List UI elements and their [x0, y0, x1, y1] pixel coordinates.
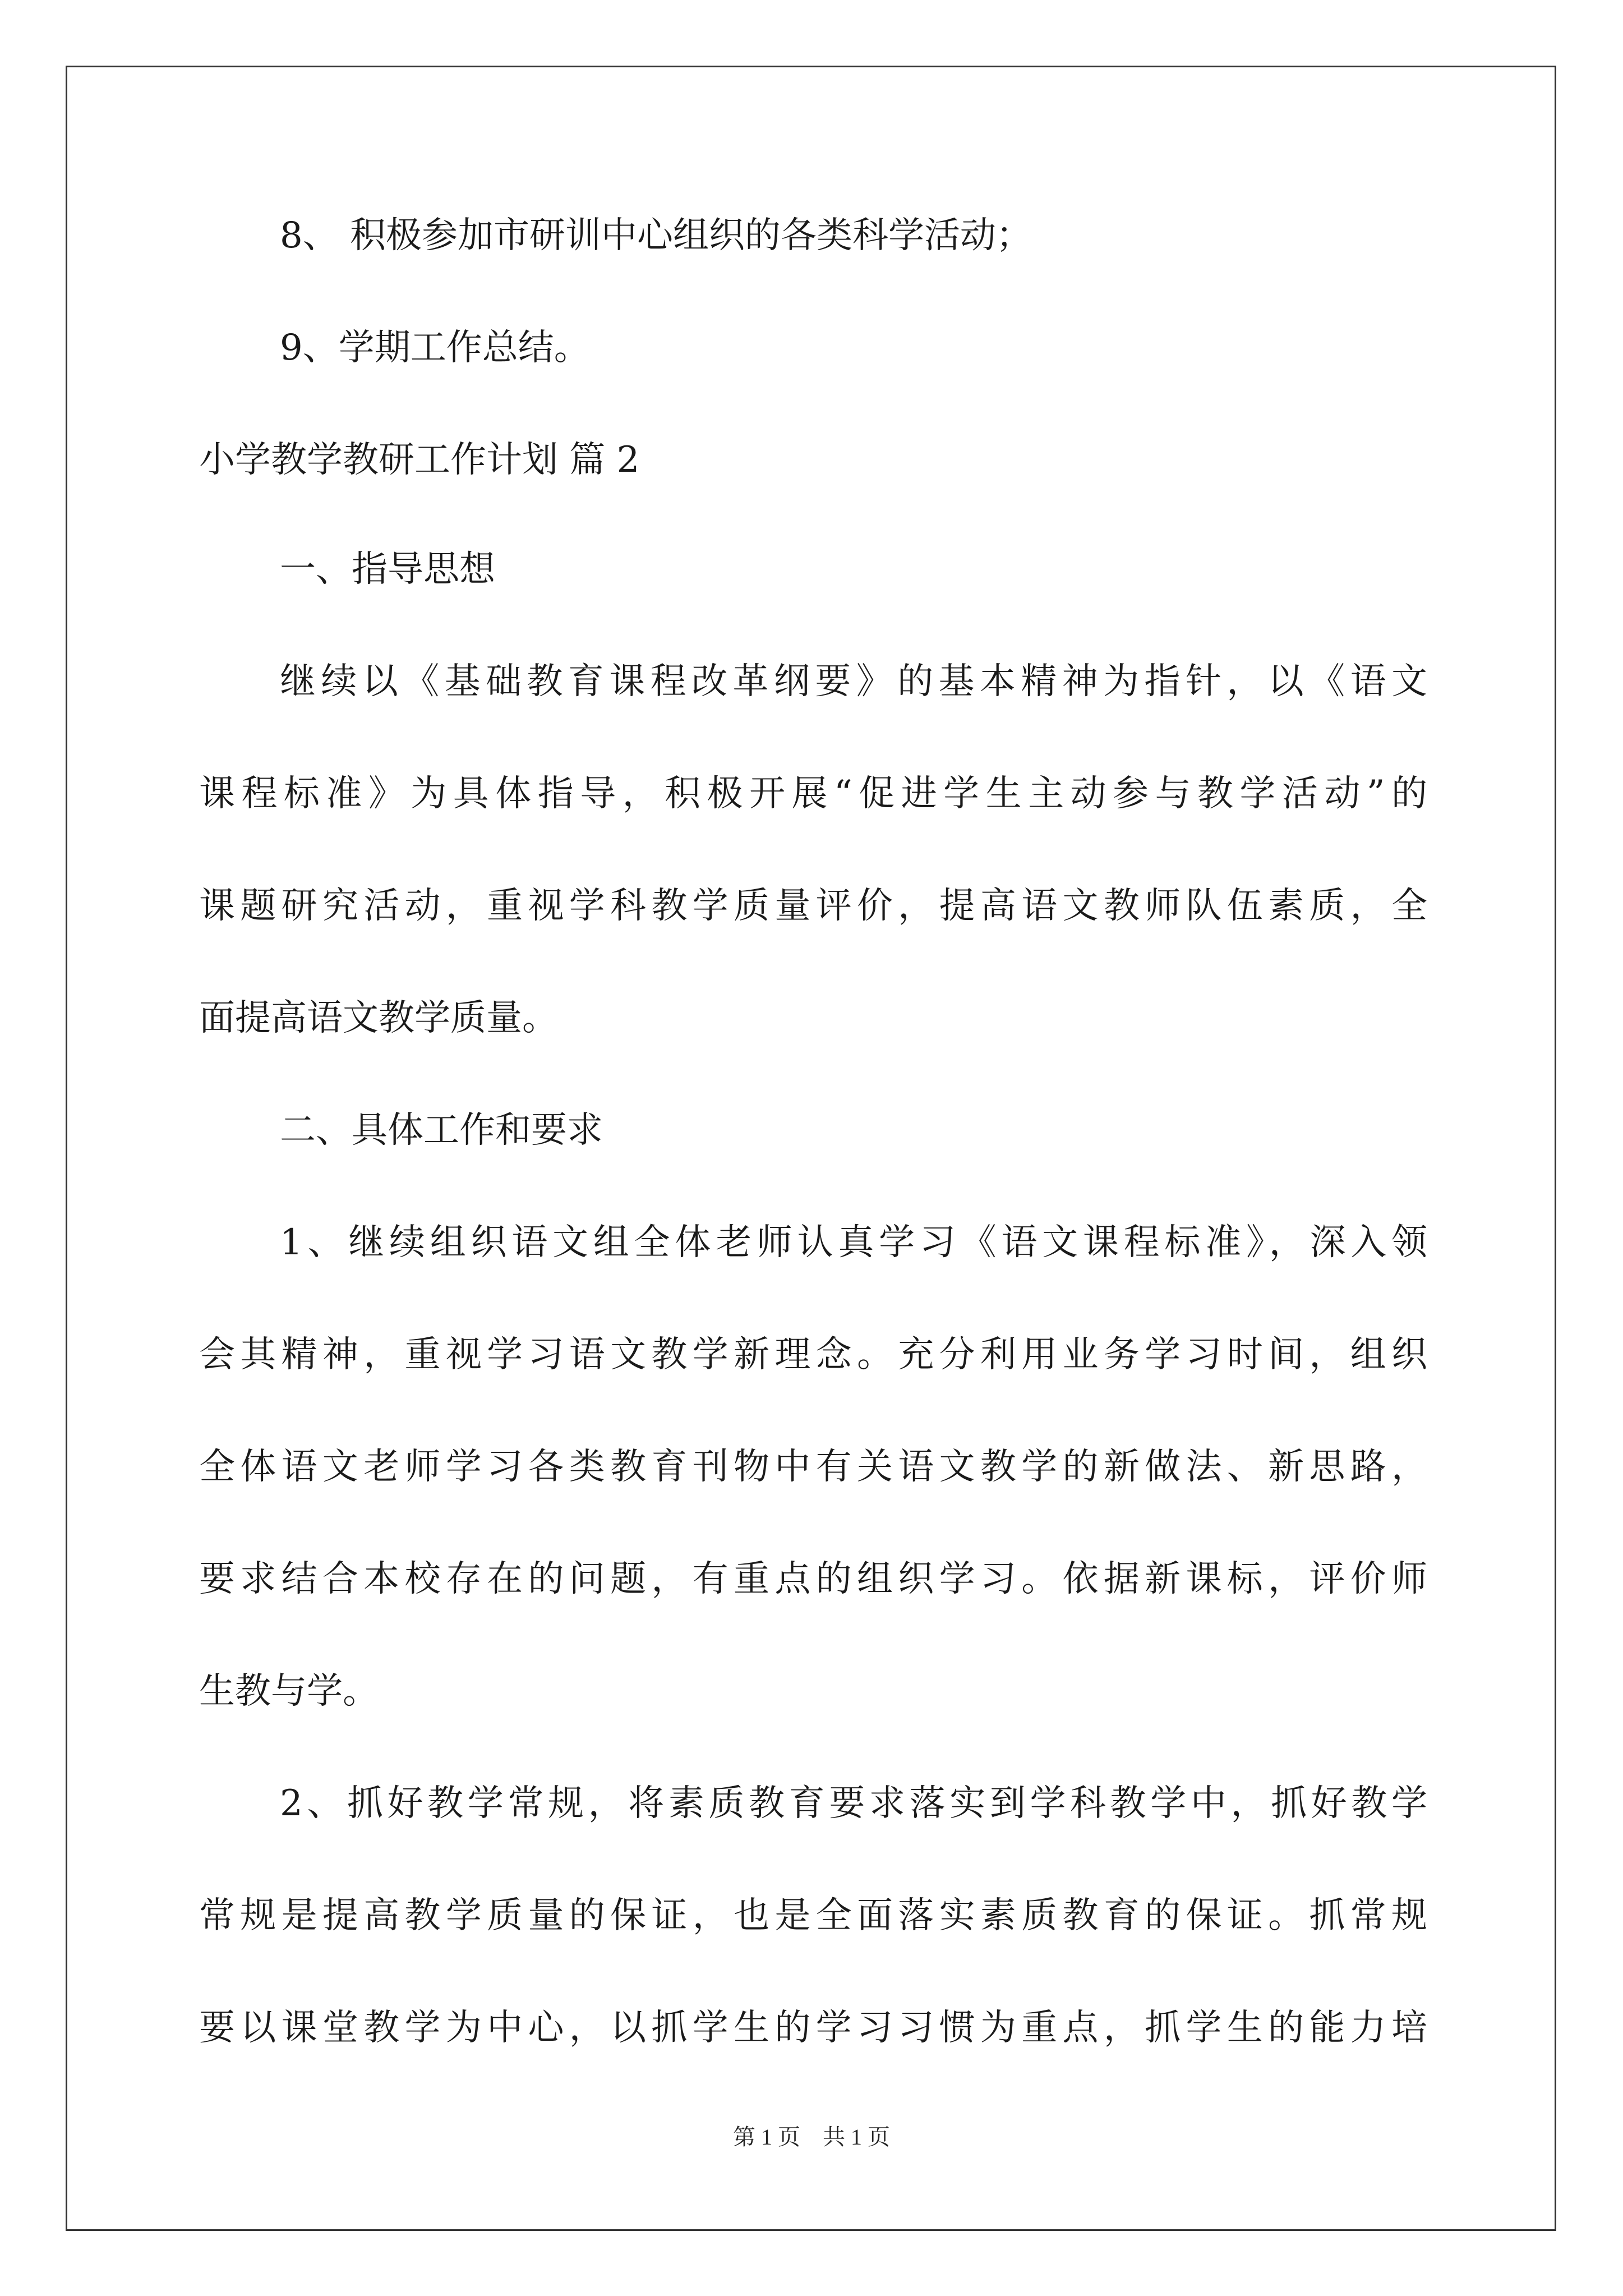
- text-line: 继续以《基础教育课程改革纲要》的基本精神为指针，以《语文: [280, 661, 1427, 702]
- text-line: 常规是提高教学质量的保证，也是全面落实素质教育的保证。抓常规: [199, 1895, 1427, 1936]
- text-line: 生教与学。: [199, 1671, 379, 1712]
- page-footer: 第 1 页 共 1 页: [733, 2124, 890, 2150]
- text-line: 课题研究活动，重视学科教学质量评价，提高语文教师队伍素质，全: [199, 885, 1427, 927]
- text-line: 小学教学教研工作计划 篇 2: [199, 439, 640, 481]
- text-line: 会其精神，重视学习语文教学新理念。充分利用业务学习时间，组织: [199, 1334, 1427, 1375]
- text-line: 二、具体工作和要求: [280, 1110, 603, 1151]
- text-line: 9、学期工作总结。: [280, 327, 590, 369]
- text-line: 8、 积极参加市研训中心组织的各类科学活动；: [280, 215, 1032, 256]
- text-line: 1、继续组织语文组全体老师认真学习《语文课程标准》，深入领: [280, 1222, 1427, 1263]
- text-line: 要求结合本校存在的问题，有重点的组织学习。依据新课标，评价师: [199, 1558, 1427, 1600]
- text-line: 要以课堂教学为中心，以抓学生的学习习惯为重点，抓学生的能力培: [199, 2007, 1427, 2049]
- text-line: 2、抓好教学常规，将素质教育要求落实到学科教学中，抓好教学: [280, 1783, 1427, 1824]
- text-line: 全体语文老师学习各类教育刊物中有关语文教学的新做法、新思路，: [199, 1446, 1427, 1488]
- text-line: 一、指导思想: [280, 549, 495, 590]
- text-line: 课程标准》为具体指导，积极开展“促进学生主动参与教学活动”的: [199, 773, 1427, 815]
- text-line: 面提高语文教学质量。: [199, 997, 558, 1039]
